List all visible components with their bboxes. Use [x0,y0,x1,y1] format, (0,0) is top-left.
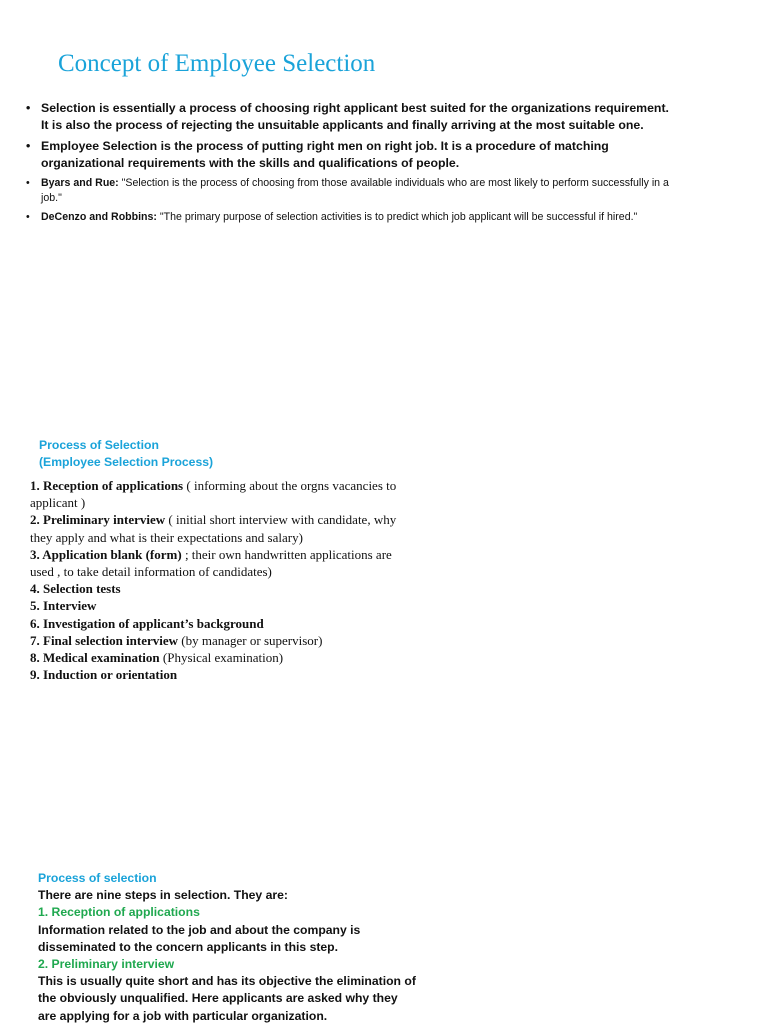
step-detail: (by manager or supervisor) [178,632,323,648]
step-detail: (Physical examination) [159,650,284,666]
step-title: 4. Selection tests [30,581,121,597]
step-title: 2. Preliminary interview [30,512,166,528]
list-item [26,176,676,205]
step-item [30,632,410,649]
definition-list [26,100,676,230]
step-title: 9. Induction or orientation [30,667,178,683]
page-title: Concept of Employee Selection [58,50,376,77]
bullet-icon: • [26,177,30,189]
step-heading: 1. Reception of applications [38,905,200,920]
step-title: 6. Investigation of applicant’s background [30,615,264,631]
step-item [30,597,410,614]
step-detail: ( initial short interview with candidate, why they apply and what is their expectations and salary) [30,512,397,545]
bullet-icon: • [26,211,30,223]
step-item [30,666,410,683]
step-description: This is usually quite short and has its objective the elimination of the obviously unqualified. Here applicants are asked why they are applying for a job with particular organization. [38,974,416,1023]
step-description: Information related to the job and about the company is disseminated to the concern applicants in this step. [38,922,361,954]
step-detail: ; their own handwritten applications are used , to take detail information of candidates) [30,546,392,580]
process-detail-section [38,870,418,1025]
step-item [30,649,410,666]
step-item [30,477,410,511]
step-item [30,580,410,597]
section-heading: Process of selection [38,871,157,885]
bullet-text: Employee Selection is the process of putting right men on right job. It is a procedure of matching organizational requirements with the skills and qualifications of people. [41,139,609,170]
step-item [30,511,410,545]
step-detail: ( informing about the orgns vacancies to applicant ) [30,478,397,511]
process-heading: Process of Selection [39,438,159,452]
step-item [30,615,410,632]
step-title: 3. Application blank (form) [30,546,182,562]
bullet-label: Byars and Rue: [41,177,119,189]
process-subheading: (Employee Selection Process) [39,455,214,469]
bullet-text: "The primary purpose of selection activities is to predict which job applicant will be successful if hired." [156,211,638,223]
bullet-icon: • [26,139,31,153]
list-item [26,210,676,225]
step-title: 7. Final selection interview [30,632,179,648]
bullet-text: "Selection is the process of choosing from those available individuals who are most likely to perform successfully in a job." [41,177,669,204]
step-heading: 2. Preliminary interview [38,957,175,972]
process-heading-block [39,437,213,471]
bullet-text: Selection is essentially a process of choosing right applicant best suited for the organizations requirement. It is also the process of rejecting the unsuitable applicants and finally arriving at the most suitable one. [41,101,669,132]
list-item [26,100,676,133]
bullet-icon: • [26,101,31,115]
bullet-label: DeCenzo and Robbins: [41,211,157,223]
step-title: 1. Reception of applications [30,478,184,493]
step-title: 8. Medical examination [30,650,160,666]
list-item [26,138,676,171]
steps-list [30,477,410,683]
step-item [30,546,410,580]
step-title: 5. Interview [30,598,97,614]
section-intro: There are nine steps in selection. They are: [38,888,288,903]
